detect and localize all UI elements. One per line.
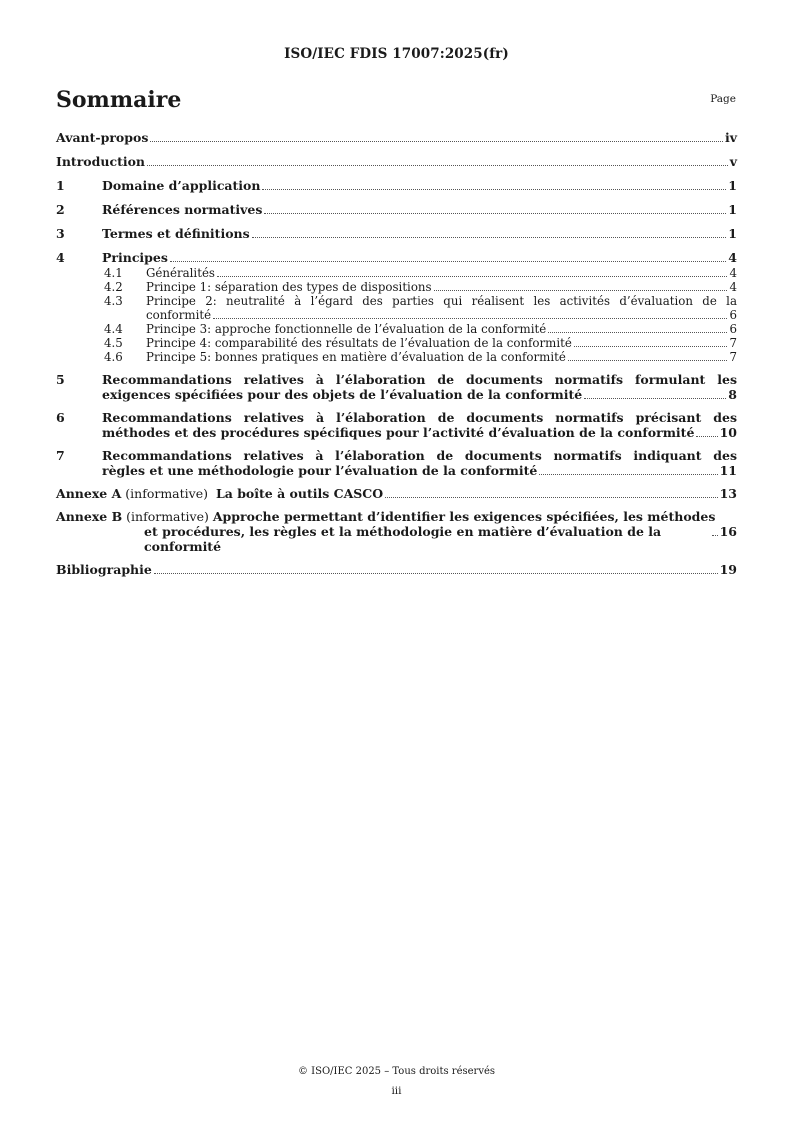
toc-entry-number: 1 [56, 178, 65, 193]
toc-entry-number: 4.2 [104, 280, 123, 294]
dot-leader [584, 398, 726, 399]
toc-entry-title: Références normatives [102, 202, 263, 217]
annex-label: Annexe B [56, 509, 123, 524]
toc-entry-page: 1 [728, 226, 737, 241]
toc-entry-4-1[interactable] [56, 266, 737, 280]
toc-entry-annex-b[interactable] [56, 509, 737, 554]
toc-entry-number: 3 [56, 226, 65, 241]
toc-entry-page: 6 [729, 322, 737, 336]
toc-entry-1[interactable] [56, 178, 737, 194]
page-column-label: Page [710, 93, 736, 105]
toc-entry-title-line1: Recommandations relatives à l’élaboration de documents normatifs formulant les [102, 372, 737, 387]
toc-entry-annex-a[interactable] [56, 486, 737, 501]
dot-leader [252, 237, 727, 238]
toc-entry-title-line2: et procédures, les règles et la méthodologie en matière d’évaluation de la conformité [144, 524, 662, 554]
toc-entry-page: 7 [729, 350, 737, 364]
toc-entry-4-4[interactable] [56, 322, 737, 336]
toc-entry-page: 1 [728, 178, 737, 193]
toc-entry-title: Bibliographie [56, 562, 152, 577]
toc-entry-title-line2: conformité [146, 308, 212, 322]
toc-entry-title-line1: Principe 2: neutralité à l’égard des parties qui réalisent les activités d’évaluation de la [146, 294, 737, 308]
toc-entry-number: 4.4 [104, 322, 123, 336]
toc-entry-4-6[interactable] [56, 350, 737, 364]
document-header: ISO/IEC FDIS 17007:2025(fr) [284, 46, 509, 62]
dot-leader [385, 497, 717, 498]
toc-entry-page: 19 [719, 562, 737, 577]
toc-entry-title-line1: Recommandations relatives à l’élaboration de documents normatifs précisant des [102, 410, 737, 425]
toc-entry-number: 7 [56, 448, 65, 463]
toc-entry-avant-propos[interactable] [56, 130, 737, 146]
toc-entry-title: Principe 1: séparation des types de dispositions [146, 280, 432, 294]
toc-entry-4[interactable] [56, 250, 737, 266]
page-title: Sommaire [56, 87, 182, 113]
toc-entry-page: 11 [719, 463, 737, 478]
dot-leader [539, 474, 717, 475]
toc-entry-number: 6 [56, 410, 65, 425]
toc-entry-bibliographie[interactable] [56, 562, 737, 578]
dot-leader [568, 360, 728, 361]
toc-entry-page: 16 [719, 524, 737, 539]
toc-entry-7[interactable] [56, 448, 737, 478]
toc-entry-4-2[interactable] [56, 280, 737, 294]
toc-entry-5[interactable] [56, 372, 737, 402]
toc-entry-title: Généralités [146, 266, 215, 280]
toc-entry-title: Principe 4: comparabilité des résultats de l’évaluation de la conformité [146, 336, 572, 350]
toc-entry-page: 6 [729, 308, 737, 322]
annex-type: (informative) [125, 486, 208, 501]
toc-entry-page: v [729, 154, 737, 169]
dot-leader [264, 213, 726, 214]
annex-label: Annexe A [56, 486, 122, 501]
annex-type: (informative) [126, 509, 209, 524]
toc-entry-3[interactable] [56, 226, 737, 242]
toc-entry-number: 4.3 [104, 294, 123, 308]
toc-entry-page: 10 [719, 425, 737, 440]
toc-entry-page: 4 [729, 266, 737, 280]
toc-entry-title: Principe 3: approche fonctionnelle de l’évaluation de la conformité [146, 322, 547, 336]
toc-entry-title: Principe 5: bonnes pratiques en matière d’évaluation de la conformité [146, 350, 566, 364]
page-number: iii [391, 1085, 402, 1097]
toc-entry-title-line2: règles et une méthodologie pour l’évaluation de la conformité [102, 463, 538, 478]
toc-entry-number: 4.1 [104, 266, 123, 280]
dot-leader [696, 436, 717, 437]
copyright-footer: © ISO/IEC 2025 – Tous droits réservés [297, 1066, 496, 1077]
toc-entry-number: 4.5 [104, 336, 123, 350]
toc-entry-number: 4 [56, 250, 65, 265]
toc-entry-title-line1: Approche permettant d’identifier les exigences spécifiées, les méthodes [212, 509, 716, 524]
toc-entry-page: 4 [728, 250, 737, 265]
toc-entry-title-line2: méthodes et des procédures spécifiques pour l’activité d’évaluation de la conformité [102, 425, 695, 440]
dot-leader [217, 276, 728, 277]
toc-entry-page: 13 [719, 486, 737, 501]
toc-entry-title: La boîte à outils CASCO [215, 486, 384, 501]
table-of-contents [56, 130, 737, 578]
toc-entry-title: Introduction [56, 154, 146, 169]
dot-leader [712, 535, 718, 536]
toc-entry-introduction[interactable] [56, 154, 737, 170]
toc-entry-number: 4.6 [104, 350, 123, 364]
toc-entry-title-line1: Recommandations relatives à l’élaboration de documents normatifs indiquant des [102, 448, 737, 463]
toc-entry-page: 1 [728, 202, 737, 217]
toc-entry-title: Domaine d’application [102, 178, 261, 193]
toc-entry-number: 5 [56, 372, 65, 387]
toc-entry-page: 8 [728, 387, 737, 402]
toc-entry-2[interactable] [56, 202, 737, 218]
dot-leader [262, 189, 726, 190]
dot-leader [147, 165, 728, 166]
toc-entry-page: iv [724, 130, 737, 145]
toc-entry-title: Termes et définitions [102, 226, 250, 241]
toc-entry-page: 7 [729, 336, 737, 350]
toc-entry-title-line2: exigences spécifiées pour des objets de l’évaluation de la conformité [102, 387, 583, 402]
toc-entry-4-3[interactable] [56, 294, 737, 322]
dot-leader [150, 141, 723, 142]
toc-entry-number: 2 [56, 202, 65, 217]
dot-leader [154, 573, 718, 574]
dot-leader [574, 346, 728, 347]
toc-entry-title: Principes [102, 250, 168, 265]
dot-leader [170, 261, 726, 262]
toc-entry-4-5[interactable] [56, 336, 737, 350]
toc-entry-page: 4 [729, 280, 737, 294]
dot-leader [548, 332, 727, 333]
dot-leader [213, 318, 727, 319]
toc-entry-title: Avant-propos [56, 130, 149, 145]
dot-leader [434, 290, 728, 291]
toc-entry-6[interactable] [56, 410, 737, 440]
